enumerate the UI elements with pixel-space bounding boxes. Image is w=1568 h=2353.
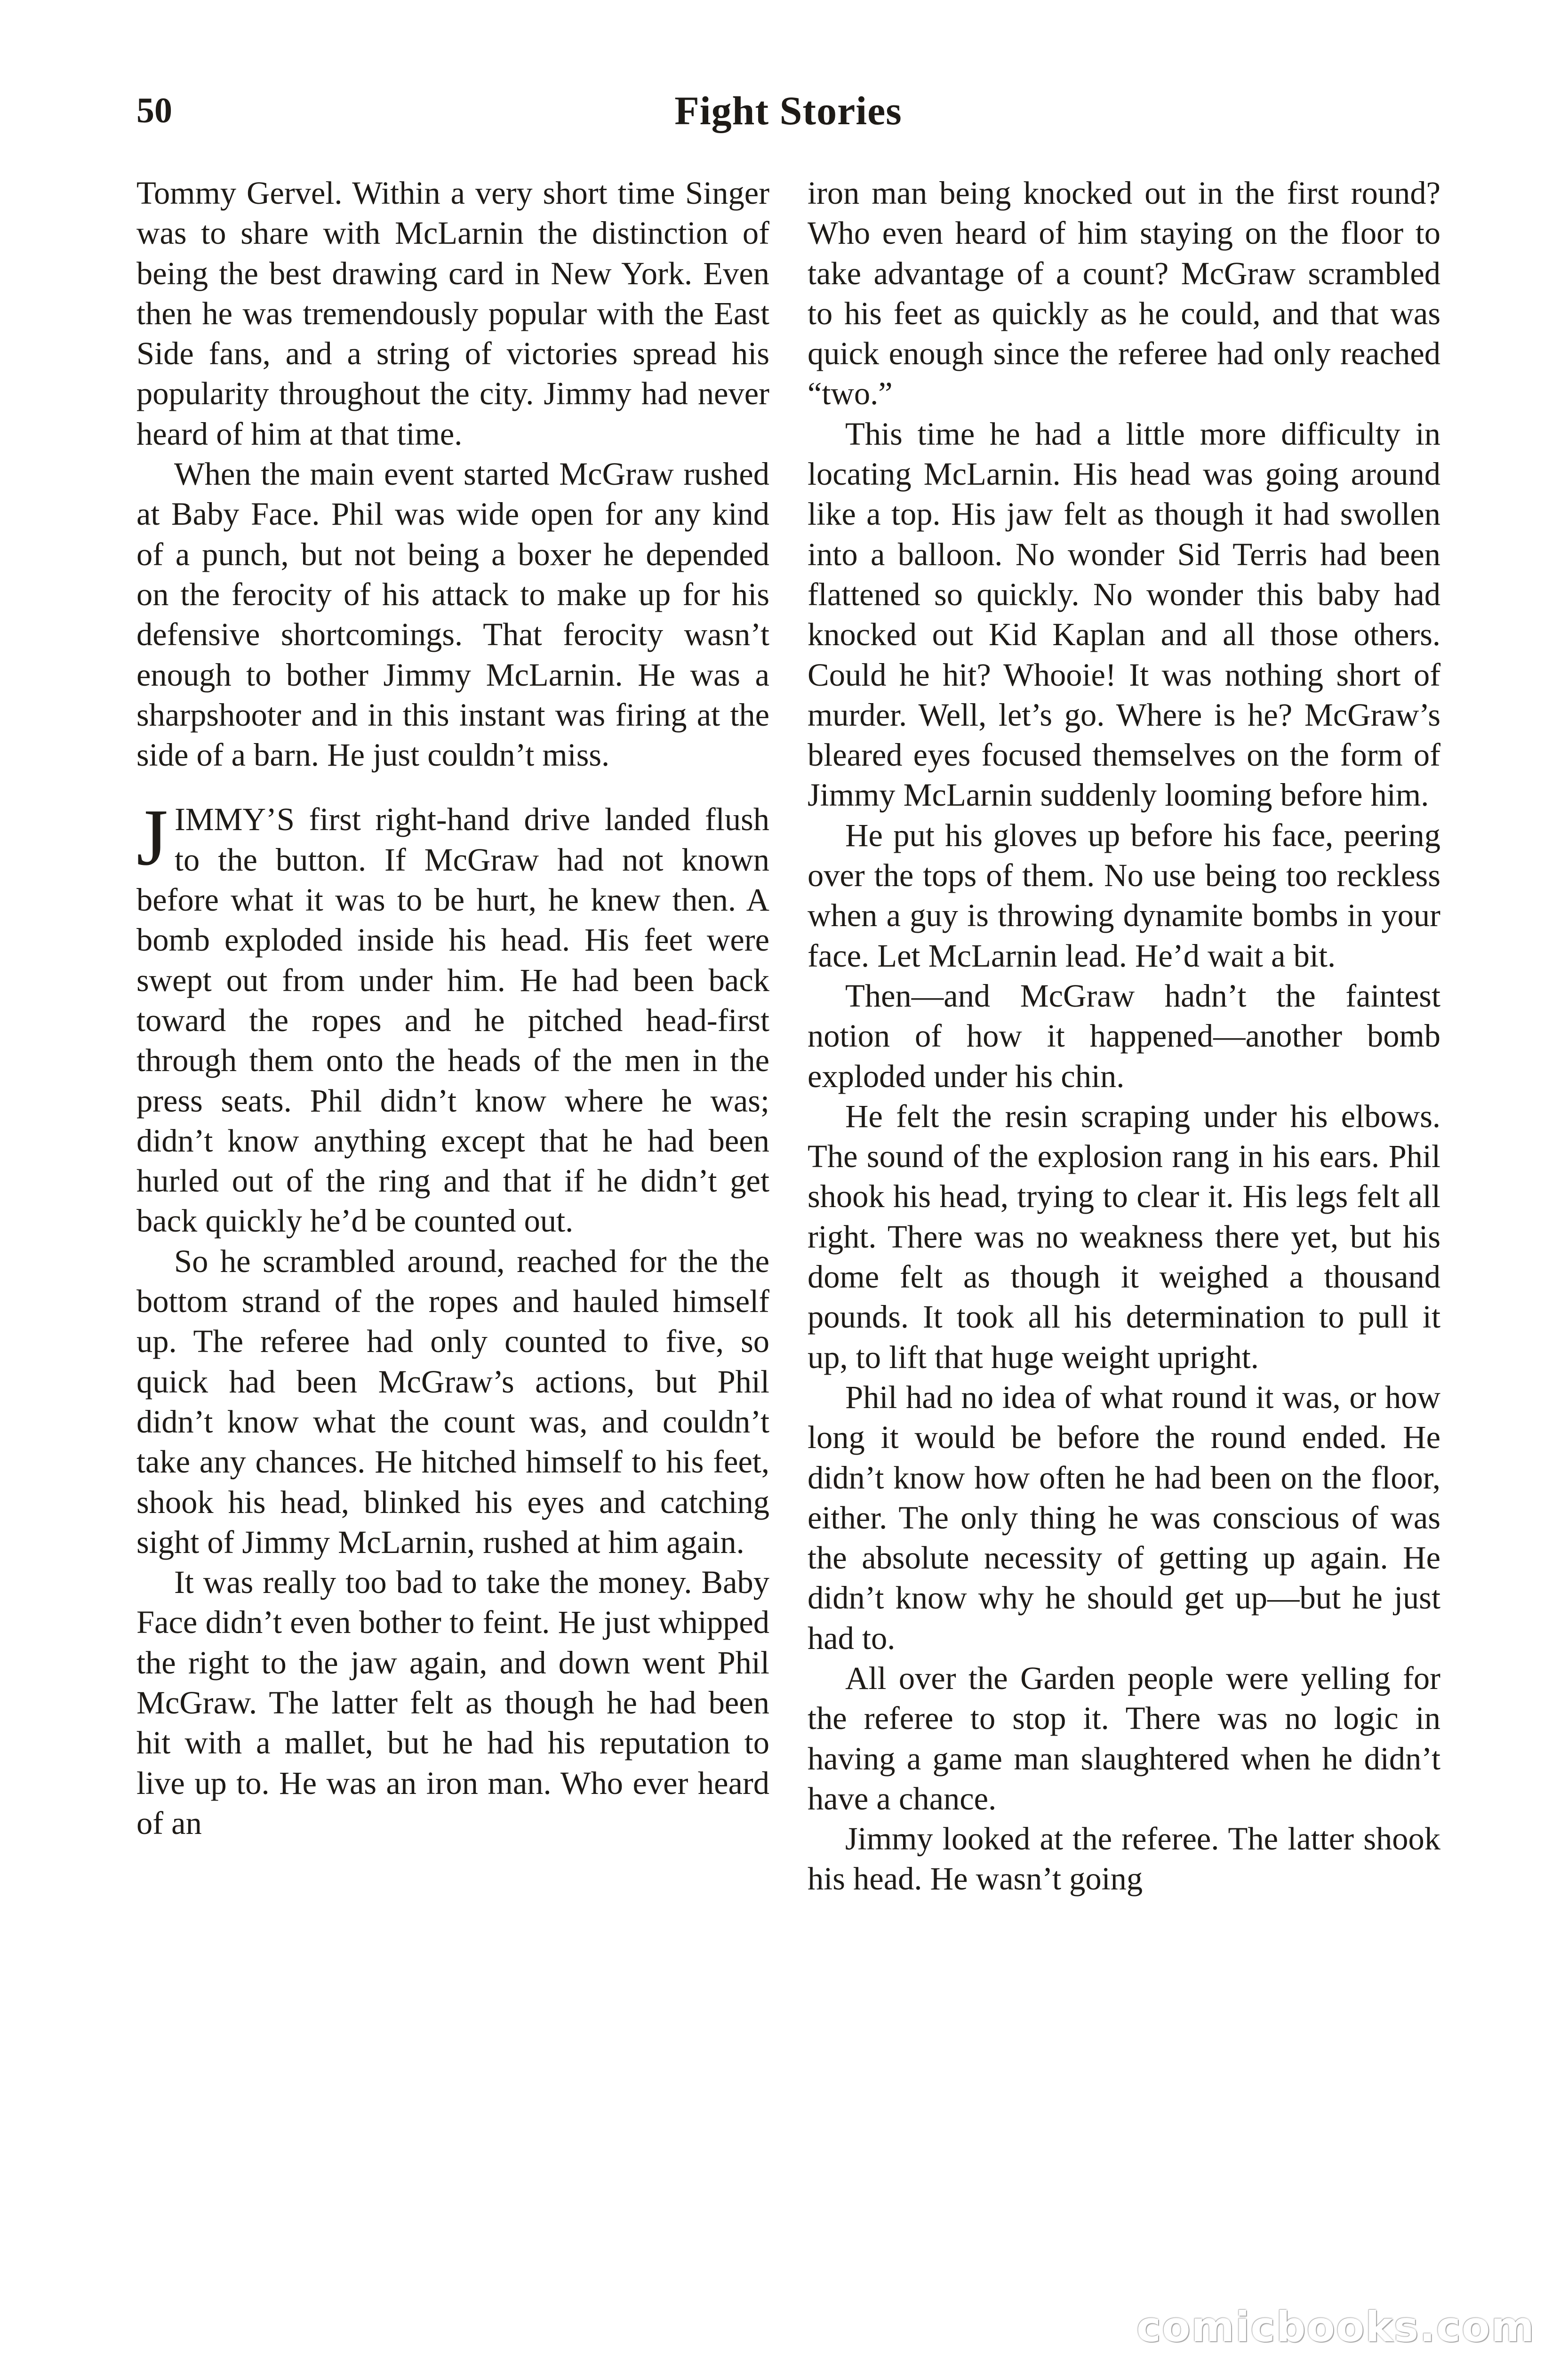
paragraph: It was really too bad to take the money. Baby Face didn’t even bother to feint. He just whipped the right to the jaw again, and down went Phil McGraw. The latter felt as though he had been hit with a mallet, but he had his reputation to live up to. He was an iron man. Who ever heard of an [136, 1564, 769, 1841]
paragraph: So he scrambled around, reached for the the bottom strand of the ropes and hauled himself up. The referee had only counted to five, so quick had been McGraw’s actions, but Phil didn’t know what the count was, and couldn’t take any chances. He hitched himself to his feet, shook his head, blinked his eyes and catching sight of Jimmy McLarnin, rushed at him again. [136, 1243, 769, 1560]
paragraph: He felt the resin scraping under his elbows. The sound of the explosion rang in his ears. Phil shook his head, trying to clear it. His legs felt all right. There was no weakness there yet, but his dome felt as though it weighed a thousand pounds. It took all his determination to pull it up, to lift that huge weight upright. [808, 1098, 1440, 1375]
paragraph: Tommy Gervel. Within a very short time Singer was to share with McLarnin the distinction of being the best drawing card in New York. Even then he was tremendously popular with the East Side fans, and a string of victories spread his popularity throughout the city. Jimmy had never heard of him at that time. [136, 175, 769, 452]
section-break [136, 775, 769, 800]
paragraph: iron man being knocked out in the first round? Who even heard of him staying on the floor to take advantage of a count? McGraw scrambled to his feet as quickly as he could, and that was quick enough since the referee had only reached “two.” [808, 175, 1440, 412]
paragraph-with-drop-cap [136, 793, 769, 1241]
left-column [136, 173, 769, 1843]
page-number: 50 [136, 91, 172, 130]
paragraph: He put his gloves up before his face, peering over the tops of them. No use being too reckless when a guy is throwing dynamite bombs in your face. Let McLarnin lead. He’d wait a bit. [808, 817, 1440, 974]
paragraph-text: IMMY’S first right-hand drive landed flush to the button. If McGraw had not known before what it was to be hurt, he knew then. A bomb exploded inside his head. His feet were swept out from under him. He had been back toward the ropes and he pitched head-first through them onto the heads of the men in the press seats. Phil didn’t know where he was; didn’t know anything except that he had been hurled out of the ring and that if he didn’t get back quickly he’d be counted out. [136, 801, 769, 1239]
paragraph: All over the Garden people were yelling for the referee to stop it. There was no logic in having a game man slaughtered when he didn’t have a chance. [808, 1660, 1440, 1817]
page-header [136, 85, 1440, 136]
running-title: Fight Stories [674, 88, 902, 133]
watermark: comicbooks.com [1136, 2303, 1535, 2351]
paragraph: Phil had no idea of what round it was, or how long it would be before the round ended. He didn’t know how often he had been on the floor, either. The only thing he was conscious of was the absolute necessity of getting up again. He didn’t know why he should get up—but he just had to. [808, 1379, 1440, 1656]
paragraph: When the main event started McGraw rushed at Baby Face. Phil was wide open for any kind of a punch, but not being a boxer he depended on the ferocity of his attack to make up for his defensive shortcomings. That ferocity wasn’t enough to bother Jimmy McLarnin. He was a sharpshooter and in this instant was firing at the side of a barn. He just couldn’t miss. [136, 456, 769, 773]
right-column [808, 173, 1440, 1899]
drop-cap: J [136, 793, 168, 883]
paragraph: This time he had a little more difficulty in locating McLarnin. His head was going around like a top. His jaw felt as though it had swollen into a balloon. No wonder Sid Terris had been flattened so quickly. No wonder this baby had knocked out Kid Kaplan and all those others. Could he hit? Whooie! It was nothing short of murder. Well, let’s go. Where is he? McGraw’s bleared eyes focused themselves on the form of Jimmy McLarnin suddenly looming before him. [808, 416, 1440, 813]
paragraph: Then—and McGraw hadn’t the faintest notion of how it happened—another bomb exploded under his chin. [808, 977, 1440, 1094]
paragraph: Jimmy looked at the referee. The latter shook his head. He wasn’t going [808, 1821, 1440, 1897]
